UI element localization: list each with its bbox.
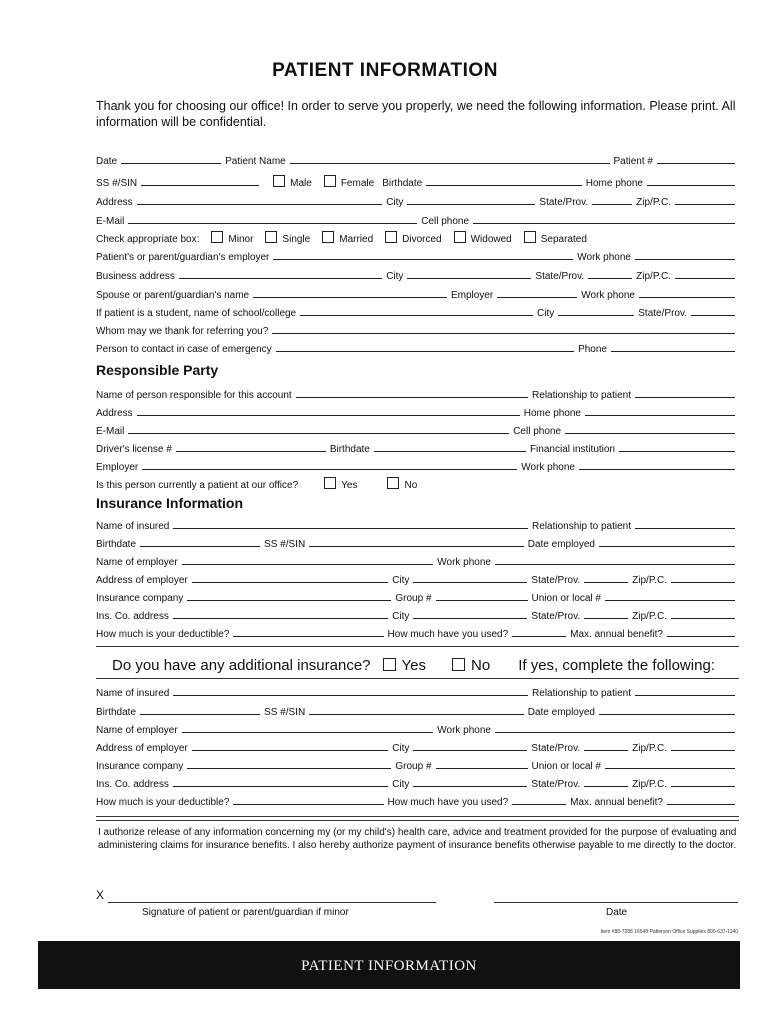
used-2-label: How much have you used? bbox=[387, 797, 509, 808]
footer-banner bbox=[38, 941, 740, 989]
insured-2-ss-label: SS #/SIN bbox=[264, 707, 306, 718]
intro-text: Thank you for choosing our office! In order to serve you properly, we need the following information. Please print. All information will be confidential. bbox=[96, 99, 736, 129]
used-2-field[interactable] bbox=[512, 795, 566, 805]
ins-co-zip-field[interactable] bbox=[671, 609, 735, 619]
ins-employer-address-label: Address of employer bbox=[96, 575, 188, 586]
ins-employer-label: Name of employer bbox=[96, 557, 178, 568]
row-ss-gender bbox=[96, 172, 739, 189]
ins-co-city-2-label: City bbox=[392, 779, 410, 790]
additional-no-checkbox[interactable] bbox=[452, 658, 465, 671]
insured-birthdate-label: Birthdate bbox=[96, 539, 137, 550]
business-state-label: State/Prov. bbox=[535, 271, 585, 282]
row-ins-employer-2 bbox=[96, 719, 739, 736]
responsible-home-phone-field[interactable] bbox=[585, 406, 735, 416]
row-ins-co-address-2 bbox=[96, 773, 739, 790]
business-state-field[interactable] bbox=[588, 269, 632, 279]
divider-line bbox=[96, 816, 739, 817]
city-label: City bbox=[386, 197, 404, 208]
address-label: Address bbox=[96, 197, 133, 208]
ins-zip-2-label: Zip/P.C. bbox=[632, 743, 667, 754]
business-address-field[interactable] bbox=[179, 269, 382, 279]
row-responsible-address bbox=[96, 402, 739, 419]
divorced-label: Divorced bbox=[402, 234, 442, 245]
student-label: If patient is a student, name of school/college bbox=[96, 308, 297, 319]
student-city-label: City bbox=[537, 308, 555, 319]
deductible-2-label: How much is your deductible? bbox=[96, 797, 230, 808]
spouse-field[interactable] bbox=[253, 288, 447, 298]
birthdate-label: Birthdate bbox=[382, 178, 423, 189]
state-label: State/Prov. bbox=[539, 197, 589, 208]
ins-state-label: State/Prov. bbox=[531, 575, 581, 586]
female-label: Female bbox=[340, 178, 375, 189]
row-referral bbox=[96, 320, 739, 337]
ss-field[interactable] bbox=[141, 176, 259, 186]
patient-number-field[interactable] bbox=[657, 154, 735, 164]
row-insured-2-birthdate bbox=[96, 701, 739, 718]
license-label: Driver's license # bbox=[96, 444, 172, 455]
authorization-text: I authorize release of any information concerning my (or my child's) health care, advice and treatment provided for the purpose of evaluating and administering claims for insurance benefits. I also hereby authorize payment of insurance benefits otherwise payable to me directly to the doctor. bbox=[98, 827, 737, 851]
ins-zip-2-field[interactable] bbox=[671, 741, 735, 751]
ins-group-2-label: Group # bbox=[395, 761, 432, 772]
ins-group-field[interactable] bbox=[436, 591, 528, 601]
email-field[interactable] bbox=[128, 214, 417, 224]
signature-date-line[interactable] bbox=[494, 902, 738, 903]
male-checkbox[interactable] bbox=[273, 175, 285, 187]
row-current-patient bbox=[96, 474, 739, 491]
address-field[interactable] bbox=[137, 195, 383, 205]
responsible-name-label: Name of person responsible for this account bbox=[96, 390, 292, 401]
used-field[interactable] bbox=[512, 627, 566, 637]
additional-no-label: No bbox=[471, 657, 491, 674]
row-employer bbox=[96, 246, 739, 263]
row-date-name bbox=[96, 150, 739, 167]
state-field[interactable] bbox=[592, 195, 632, 205]
row-insured bbox=[96, 515, 739, 532]
ins-co-state-field[interactable] bbox=[584, 609, 628, 619]
ins-city-field[interactable] bbox=[413, 573, 527, 583]
male-label: Male bbox=[290, 178, 312, 189]
responsible-cell-label: Cell phone bbox=[513, 426, 561, 437]
business-city-label: City bbox=[386, 271, 404, 282]
date-label: Date bbox=[96, 156, 118, 167]
separated-label: Separated bbox=[540, 234, 587, 245]
ins-employer-address-field[interactable] bbox=[192, 573, 388, 583]
patient-number-label: Patient # bbox=[613, 156, 653, 167]
ins-zip-label: Zip/P.C. bbox=[632, 575, 667, 586]
ins-work-phone-label: Work phone bbox=[437, 557, 491, 568]
business-city-field[interactable] bbox=[407, 269, 531, 279]
responsible-employer-label: Employer bbox=[96, 462, 139, 473]
insured-birthdate-field[interactable] bbox=[140, 537, 260, 547]
responsible-home-phone-label: Home phone bbox=[523, 408, 581, 419]
ins-union-2-field[interactable] bbox=[605, 759, 735, 769]
employer-label: Patient's or parent/guardian's employer bbox=[96, 252, 270, 263]
ins-work-phone-2-label: Work phone bbox=[437, 725, 491, 736]
insured-2-birthdate-label: Birthdate bbox=[96, 707, 137, 718]
minor-checkbox[interactable] bbox=[211, 231, 223, 243]
insurance-heading: Insurance Information bbox=[96, 495, 244, 511]
ins-co-state-label: State/Prov. bbox=[531, 611, 581, 622]
ins-co-address-2-label: Ins. Co. address bbox=[96, 779, 169, 790]
student-state-label: State/Prov. bbox=[638, 308, 687, 319]
insured-2-ss-field[interactable] bbox=[309, 705, 524, 715]
spouse-employer-field[interactable] bbox=[497, 288, 577, 298]
row-business-address bbox=[96, 265, 739, 282]
ins-co-state-2-label: State/Prov. bbox=[531, 779, 581, 790]
zip-label: Zip/P.C. bbox=[636, 197, 671, 208]
ins-company-2-label: Insurance company bbox=[96, 761, 184, 772]
responsible-email-label: E-Mail bbox=[96, 426, 125, 437]
financial-field[interactable] bbox=[619, 442, 735, 452]
signature-label: Signature of patient or parent/guardian if minor bbox=[142, 907, 349, 918]
current-no-label: No bbox=[404, 480, 418, 491]
divorced-checkbox[interactable] bbox=[385, 231, 397, 243]
ins-co-city-field[interactable] bbox=[413, 609, 527, 619]
check-label: Check appropriate box: bbox=[96, 234, 200, 245]
widowed-label: Widowed bbox=[470, 234, 512, 245]
current-yes-label: Yes bbox=[341, 480, 358, 491]
footer-title: PATIENT INFORMATION bbox=[301, 958, 477, 974]
additional-insurance-row bbox=[96, 652, 739, 674]
insured-ss-label: SS #/SIN bbox=[264, 539, 306, 550]
row-deductible-2 bbox=[96, 791, 739, 808]
home-phone-label: Home phone bbox=[585, 178, 643, 189]
ins-state-2-field[interactable] bbox=[584, 741, 628, 751]
responsible-birthdate-field[interactable] bbox=[374, 442, 526, 452]
ins-zip-field[interactable] bbox=[671, 573, 735, 583]
ins-work-phone-field[interactable] bbox=[495, 555, 735, 565]
deductible-2-field[interactable] bbox=[233, 795, 383, 805]
married-checkbox[interactable] bbox=[322, 231, 334, 243]
insured-2-field[interactable] bbox=[173, 686, 528, 696]
ins-union-label: Union or local # bbox=[531, 593, 601, 604]
insured-field[interactable] bbox=[173, 519, 528, 529]
responsible-work-phone-field[interactable] bbox=[579, 460, 735, 470]
widowed-checkbox[interactable] bbox=[454, 231, 466, 243]
student-city-field[interactable] bbox=[558, 306, 634, 316]
ins-state-field[interactable] bbox=[584, 573, 628, 583]
ins-co-city-2-field[interactable] bbox=[413, 777, 527, 787]
row-emergency bbox=[96, 338, 739, 355]
row-student bbox=[96, 302, 739, 319]
patient-name-field[interactable] bbox=[290, 154, 610, 164]
ins-union-field[interactable] bbox=[605, 591, 735, 601]
current-no-checkbox[interactable] bbox=[387, 477, 399, 489]
ins-co-zip-2-label: Zip/P.C. bbox=[632, 779, 667, 790]
insured-2-label: Name of insured bbox=[96, 688, 170, 699]
ins-co-address-field[interactable] bbox=[173, 609, 388, 619]
city-field[interactable] bbox=[407, 195, 535, 205]
emergency-label: Person to contact in case of emergency bbox=[96, 344, 272, 355]
divider-line bbox=[96, 678, 739, 679]
divider-line bbox=[96, 646, 739, 647]
ins-co-address-label: Ins. Co. address bbox=[96, 611, 169, 622]
row-insured-2 bbox=[96, 682, 739, 699]
additional-yes-checkbox[interactable] bbox=[383, 658, 396, 671]
current-yes-checkbox[interactable] bbox=[324, 477, 336, 489]
ins-co-state-2-field[interactable] bbox=[584, 777, 628, 787]
responsible-address-label: Address bbox=[96, 408, 133, 419]
ins-employer-field[interactable] bbox=[182, 555, 434, 565]
ins-state-2-label: State/Prov. bbox=[531, 743, 581, 754]
divider-line bbox=[96, 820, 739, 821]
row-ins-employer-address-2 bbox=[96, 737, 739, 754]
responsible-relationship-field[interactable] bbox=[635, 388, 735, 398]
ins-city-2-label: City bbox=[392, 743, 410, 754]
date-field[interactable] bbox=[121, 154, 221, 164]
form-code: Item #88-7288 16548 Patterson Office Supplies 800-637-1140 bbox=[600, 929, 738, 935]
business-zip-label: Zip/P.C. bbox=[636, 271, 671, 282]
additional-yes-label: Yes bbox=[401, 657, 426, 674]
ins-co-address-2-field[interactable] bbox=[173, 777, 388, 787]
row-responsible-name bbox=[96, 384, 739, 401]
separated-checkbox[interactable] bbox=[524, 231, 536, 243]
spouse-employer-label: Employer bbox=[451, 290, 494, 301]
single-label: Single bbox=[282, 234, 311, 245]
row-spouse bbox=[96, 284, 739, 301]
used-label: How much have you used? bbox=[387, 629, 509, 640]
responsible-address-field[interactable] bbox=[137, 406, 520, 416]
cell-field[interactable] bbox=[473, 214, 735, 224]
row-responsible-email bbox=[96, 420, 739, 437]
signature-date-label: Date bbox=[606, 907, 628, 918]
referral-label: Whom may we thank for referring you? bbox=[96, 326, 269, 337]
max-benefit-2-label: Max. annual benefit? bbox=[570, 797, 663, 808]
deductible-field[interactable] bbox=[233, 627, 383, 637]
ins-work-phone-2-field[interactable] bbox=[495, 723, 735, 733]
responsible-birthdate-label: Birthdate bbox=[329, 444, 370, 455]
ins-company-2-field[interactable] bbox=[187, 759, 391, 769]
ins-employer-address-2-label: Address of employer bbox=[96, 743, 188, 754]
max-benefit-field[interactable] bbox=[667, 627, 735, 637]
female-checkbox[interactable] bbox=[324, 175, 336, 187]
ins-group-2-field[interactable] bbox=[436, 759, 528, 769]
spouse-work-phone-label: Work phone bbox=[581, 290, 635, 301]
license-field[interactable] bbox=[176, 442, 326, 452]
additional-instruction: If yes, complete the following: bbox=[518, 657, 715, 674]
responsible-employer-field[interactable] bbox=[142, 460, 517, 470]
row-ins-company bbox=[96, 587, 739, 604]
responsible-name-field[interactable] bbox=[296, 388, 528, 398]
row-deductible bbox=[96, 623, 739, 640]
home-phone-field[interactable] bbox=[647, 176, 735, 186]
zip-field[interactable] bbox=[675, 195, 735, 205]
row-license bbox=[96, 438, 739, 455]
row-email bbox=[96, 210, 739, 227]
date-employed-label: Date employed bbox=[527, 539, 595, 550]
financial-label: Financial institution bbox=[529, 444, 615, 455]
signature-x: X bbox=[96, 888, 105, 902]
responsible-work-phone-label: Work phone bbox=[521, 462, 575, 473]
ins-union-2-label: Union or local # bbox=[531, 761, 601, 772]
ins-city-2-field[interactable] bbox=[413, 741, 527, 751]
max-benefit-label: Max. annual benefit? bbox=[570, 629, 663, 640]
insured-2-relationship-label: Relationship to patient bbox=[532, 688, 631, 699]
business-address-label: Business address bbox=[96, 271, 175, 282]
ins-co-zip-label: Zip/P.C. bbox=[632, 611, 667, 622]
ins-employer-address-2-field[interactable] bbox=[192, 741, 388, 751]
insured-relationship-field[interactable] bbox=[635, 519, 735, 529]
emergency-phone-label: Phone bbox=[578, 344, 607, 355]
student-field[interactable] bbox=[300, 306, 533, 316]
ins-co-zip-2-field[interactable] bbox=[671, 777, 735, 787]
insured-2-birthdate-field[interactable] bbox=[140, 705, 260, 715]
ins-company-label: Insurance company bbox=[96, 593, 184, 604]
row-insured-birthdate bbox=[96, 533, 739, 550]
row-address bbox=[96, 191, 739, 208]
email-label: E-Mail bbox=[96, 216, 125, 227]
ss-label: SS #/SIN bbox=[96, 178, 138, 189]
spouse-work-phone-field[interactable] bbox=[639, 288, 735, 298]
deductible-label: How much is your deductible? bbox=[96, 629, 230, 640]
insured-relationship-label: Relationship to patient bbox=[532, 521, 631, 532]
emergency-field[interactable] bbox=[276, 342, 574, 352]
row-ins-company-2 bbox=[96, 755, 739, 772]
current-patient-label: Is this person currently a patient at our office? bbox=[96, 480, 299, 491]
insured-2-relationship-field[interactable] bbox=[635, 686, 735, 696]
additional-question: Do you have any additional insurance? bbox=[112, 657, 371, 674]
ins-company-field[interactable] bbox=[187, 591, 391, 601]
ins-co-city-label: City bbox=[392, 611, 410, 622]
minor-label: Minor bbox=[228, 234, 254, 245]
business-zip-field[interactable] bbox=[675, 269, 735, 279]
row-responsible-employer bbox=[96, 456, 739, 473]
ins-city-label: City bbox=[392, 575, 410, 586]
responsible-email-field[interactable] bbox=[128, 424, 509, 434]
ins-group-label: Group # bbox=[395, 593, 432, 604]
emergency-phone-field[interactable] bbox=[611, 342, 735, 352]
referral-field[interactable] bbox=[272, 324, 735, 334]
single-checkbox[interactable] bbox=[265, 231, 277, 243]
married-label: Married bbox=[339, 234, 374, 245]
insured-ss-field[interactable] bbox=[309, 537, 524, 547]
responsible-relationship-label: Relationship to patient bbox=[532, 390, 631, 401]
date-employed-field[interactable] bbox=[599, 537, 735, 547]
date-employed-2-label: Date employed bbox=[527, 707, 595, 718]
student-state-field[interactable] bbox=[691, 306, 735, 316]
employer-field[interactable] bbox=[273, 250, 573, 260]
signature-line[interactable] bbox=[108, 902, 436, 903]
date-employed-2-field[interactable] bbox=[599, 705, 735, 715]
birthdate-field[interactable] bbox=[426, 176, 582, 186]
work-phone-label: Work phone bbox=[577, 252, 631, 263]
row-marital bbox=[96, 228, 739, 245]
insured-label: Name of insured bbox=[96, 521, 170, 532]
spouse-label: Spouse or parent/guardian's name bbox=[96, 290, 250, 301]
cell-label: Cell phone bbox=[421, 216, 469, 227]
ins-employer-2-label: Name of employer bbox=[96, 725, 178, 736]
responsible-cell-field[interactable] bbox=[565, 424, 735, 434]
ins-employer-2-field[interactable] bbox=[182, 723, 434, 733]
row-ins-co-address bbox=[96, 605, 739, 622]
responsible-heading: Responsible Party bbox=[96, 362, 219, 378]
row-ins-employer bbox=[96, 551, 739, 568]
row-ins-employer-address bbox=[96, 569, 739, 586]
patient-name-label: Patient Name bbox=[225, 156, 286, 167]
form-title: PATIENT INFORMATION bbox=[272, 60, 498, 81]
work-phone-field[interactable] bbox=[635, 250, 735, 260]
max-benefit-2-field[interactable] bbox=[667, 795, 735, 805]
